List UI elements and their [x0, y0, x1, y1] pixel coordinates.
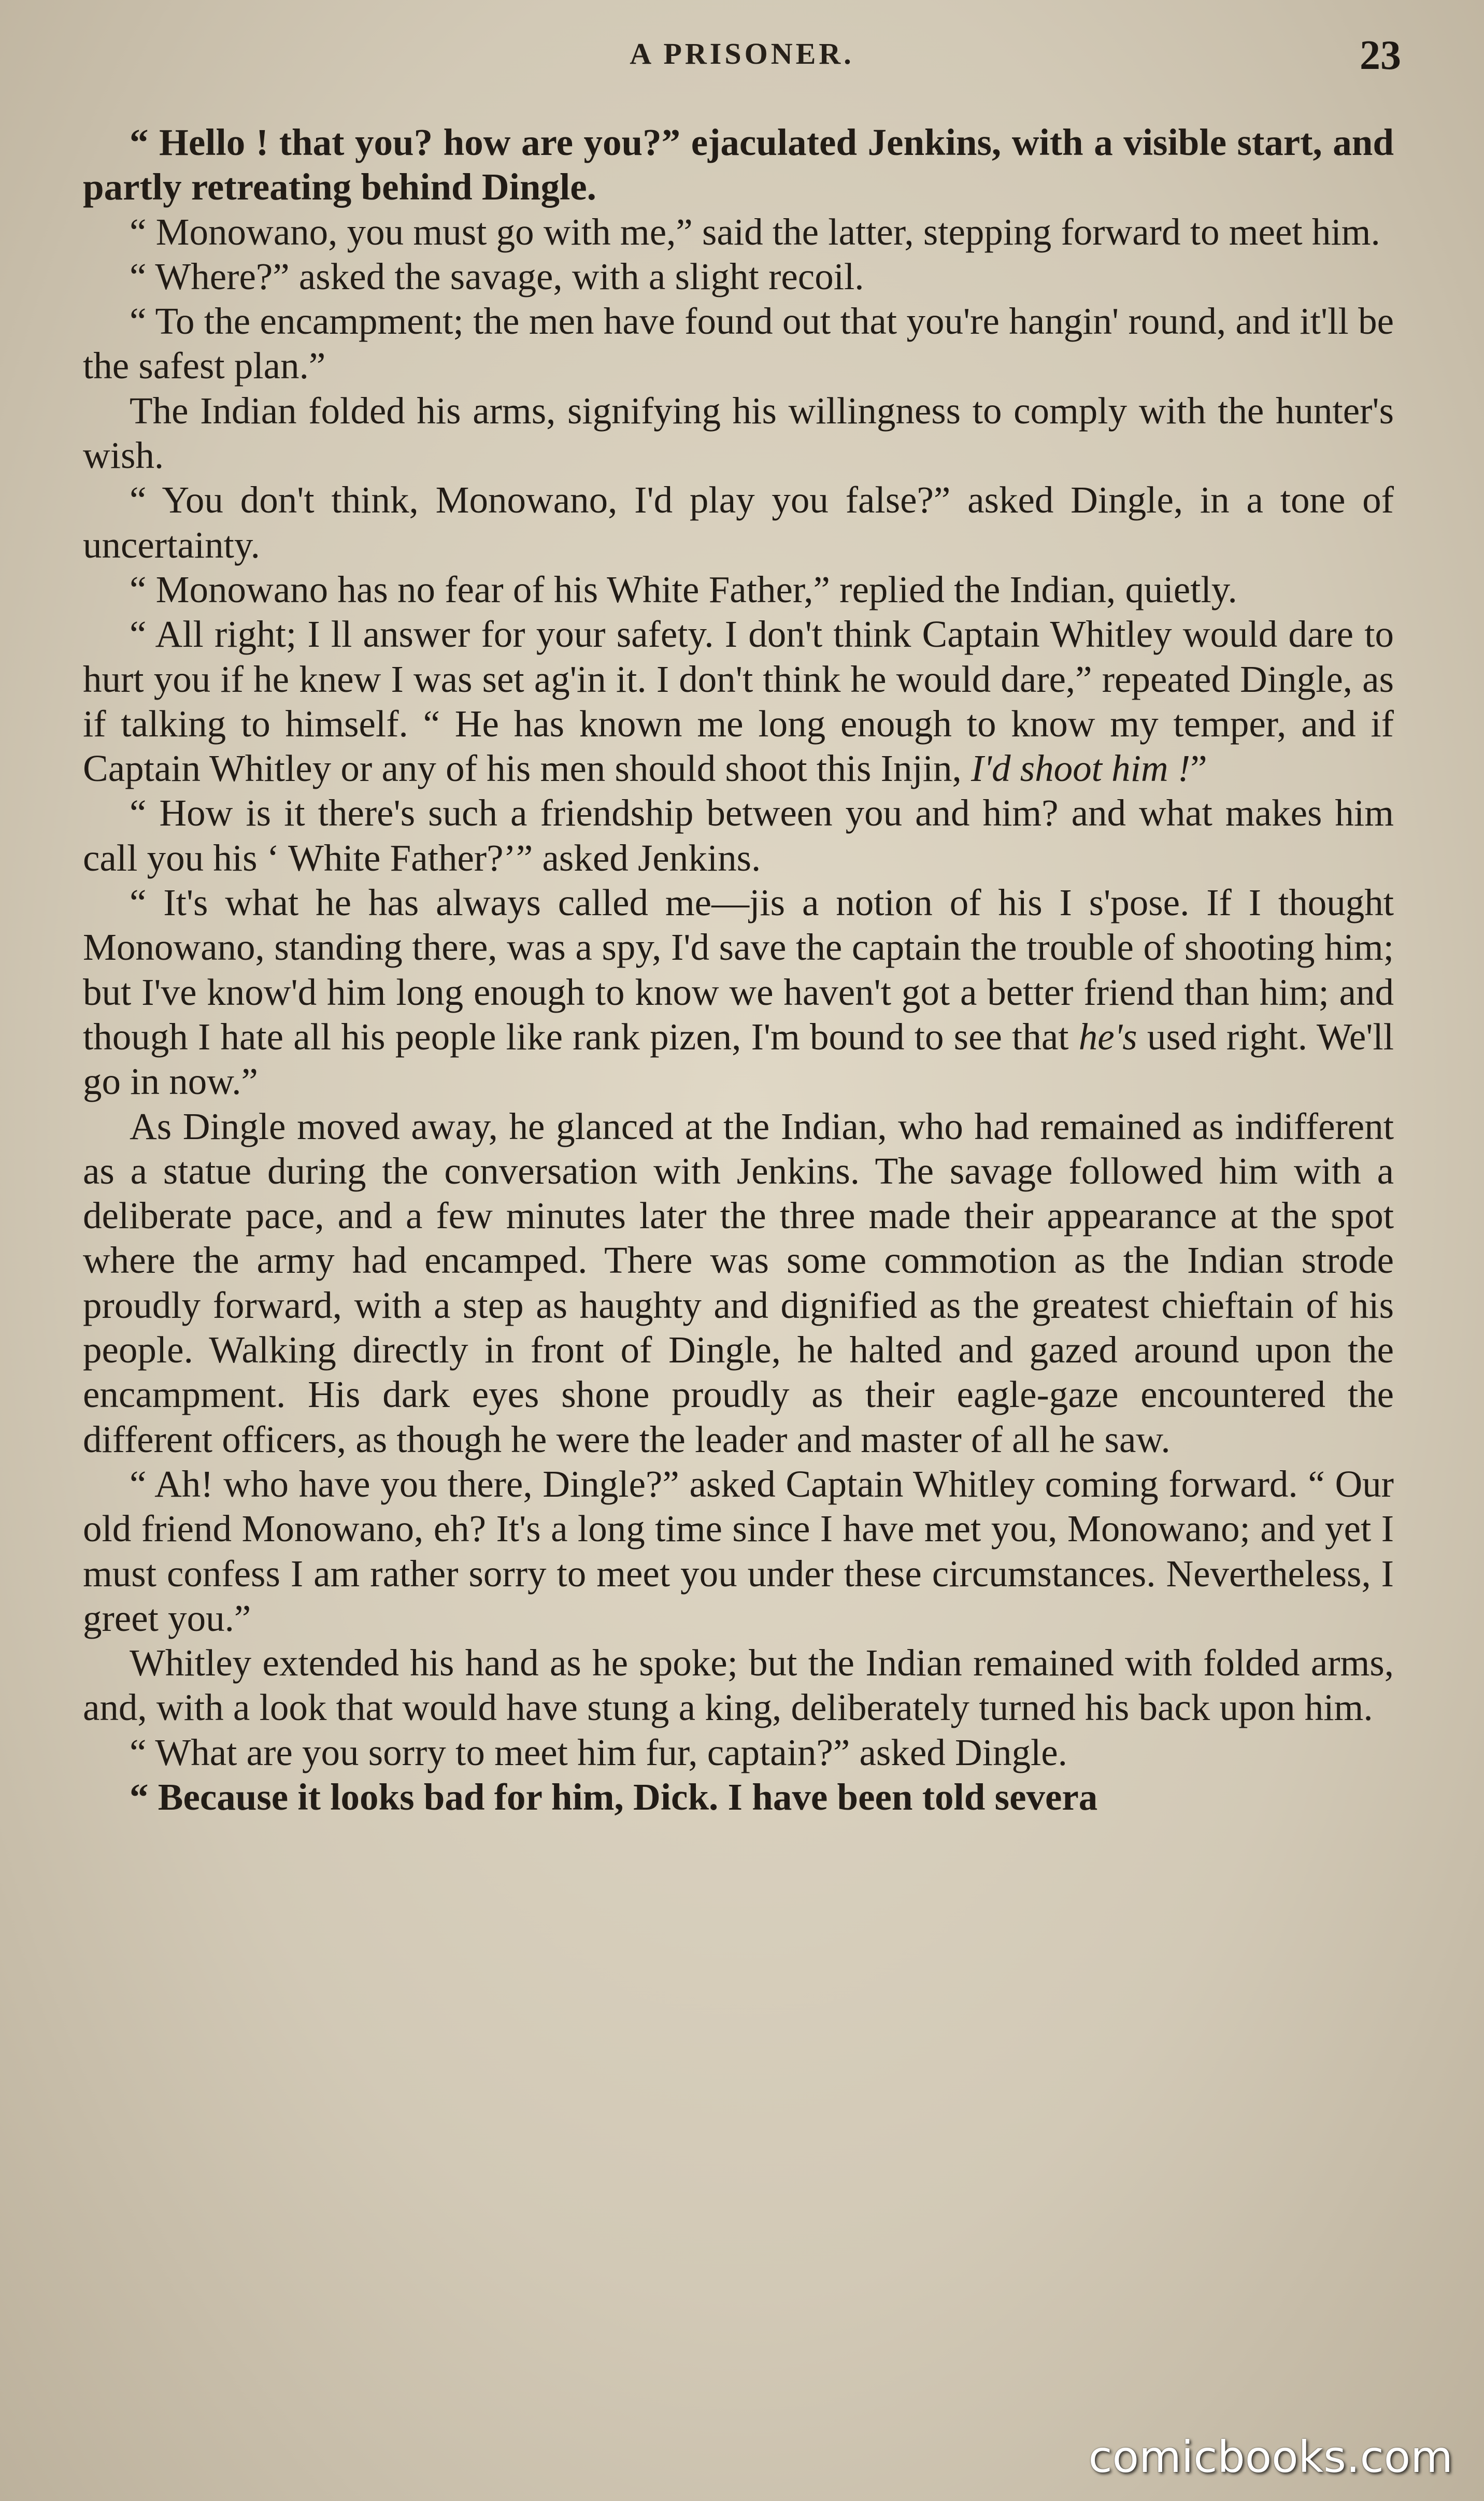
paragraph: The Indian folded his arms, signifying his willingness to comply with the hunter's wish. [83, 389, 1394, 477]
italic-emphasis: I'd shoot him ! [971, 747, 1191, 790]
paragraph: “ You don't think, Monowano, I'd play you false?” asked Dingle, in a tone of uncertainty. [83, 479, 1394, 566]
page-number: 23 [1360, 33, 1401, 78]
paragraph: “ How is it there's such a friendship between you and him? and what makes him call you his ‘ White Father?’” asked Jenkins. [83, 792, 1394, 879]
paragraph: “ To the encampment; the men have found out that you're hangin' round, and it'll be the safest plan.” [83, 300, 1394, 387]
body-text [83, 120, 1394, 1820]
paragraph: “ Hello ! that you? how are you?” ejaculated Jenkins, with a visible start, and partly retreating behind Dingle. [83, 121, 1394, 208]
paragraph: “ Where?” asked the savage, with a slight recoil. [130, 255, 864, 297]
paragraph-text: “ All right; I ll answer for your safety. I don't think Captain Whitley would dare to hurt you if he knew I was set ag'in it. I don't think he would dare,” repeated Dingle, as if talking to himself. “ He has known me long enough to know my temper, and if Captain Whitley or any of his men should shoot this Injin, [83, 613, 1394, 790]
paragraph: “ Monowano, you must go with me,” said the latter, stepping forward to meet him. [130, 210, 1380, 253]
paragraph [83, 880, 1394, 1104]
paragraph [83, 612, 1394, 791]
paragraph: “ Monowano has no fear of his White Father,” replied the Indian, quietly. [130, 568, 1237, 610]
paragraph: As Dingle moved away, he glanced at the Indian, who had remained as indifferent as a statue during the conversation with Jenkins. The savage followed him with a deliberate pace, and a few minutes later the three made their appearance at the spot where the army had encamped. There was some commotion as the Indian strode proudly forward, with a step as haughty and dignified as the greatest chieftain of his people. Walking directly in front of Dingle, he halted and gazed around upon the encampment. His dark eyes shone proudly as their eagle-gaze encountered the different officers, as though he were the leader and master of all he saw. [83, 1105, 1394, 1460]
page-header [83, 33, 1401, 88]
paragraph: “ Because it looks bad for him, Dick. I have been told severa [130, 1775, 1098, 1818]
watermark: comicbooks.com [1088, 2432, 1453, 2482]
paragraph-text-tail: ” [1190, 747, 1207, 790]
running-title: A PRISONER. [630, 37, 854, 70]
italic-emphasis: he's [1078, 1015, 1137, 1058]
paragraph-text: “ It's what he has always called me—jis a notion of his I s'pose. If I thought Monowano, standing there, was a spy, I'd save the captain the trouble of shooting him; but I've know'd him long enough to know we haven't got a better friend than him; and though I hate all his people like rank pizen, I'm bound to see that [83, 882, 1394, 1058]
paragraph: “ What are you sorry to meet him fur, captain?” asked Dingle. [130, 1731, 1067, 1773]
paragraph: “ Ah! who have you there, Dingle?” asked Captain Whitley coming forward. “ Our old friend Monowano, eh? It's a long time since I have met you, Monowano; and yet I must confess I am rather sorry to meet you under these circumstances. Nevertheless, I greet you.” [83, 1462, 1394, 1639]
paragraph-text-tail: used right. We'll go in now.” [83, 1015, 1394, 1103]
paragraph: Whitley extended his hand as he spoke; but the Indian remained with folded arms, and, with a look that would have stung a king, deliberately turned his back upon him. [83, 1642, 1394, 1729]
